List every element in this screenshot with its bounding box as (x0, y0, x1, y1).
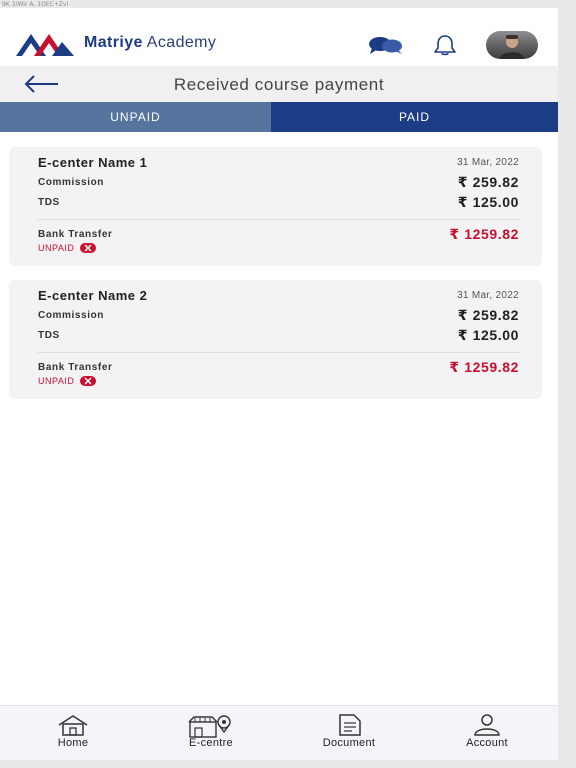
close-icon (80, 376, 96, 386)
card-divider (38, 219, 519, 220)
status-badge (38, 243, 96, 253)
app-header (0, 8, 558, 66)
tds-label: TDS (38, 197, 60, 208)
app-screen (0, 8, 558, 760)
document-icon (334, 714, 364, 736)
logo-icon (16, 30, 76, 56)
chat-icon[interactable] (368, 36, 404, 54)
total-amount: ₹ 1259.82 (449, 226, 519, 242)
ecenter-name: E-center Name 2 (38, 288, 148, 303)
tds-amount: ₹ 125.00 (457, 194, 519, 210)
tds-amount: ₹ 125.00 (457, 327, 519, 343)
home-icon (55, 714, 91, 736)
nav-ecentre[interactable] (161, 706, 261, 760)
nav-label: Home (57, 737, 89, 749)
payment-method: Bank Transfer (38, 229, 113, 240)
tab-unpaid[interactable]: UNPAID (0, 102, 271, 132)
nav-label: Account (466, 737, 508, 749)
commission-label: Commission (38, 177, 105, 188)
bottom-nav (0, 705, 558, 760)
status-text: UNPAID (38, 376, 75, 386)
payment-card[interactable] (9, 147, 542, 266)
brand-bold: Matriye (84, 34, 143, 51)
nav-label: E-centre (189, 737, 233, 749)
nav-account[interactable] (437, 706, 537, 760)
brand-rest: Academy (146, 34, 217, 51)
payment-method: Bank Transfer (38, 362, 113, 373)
payment-date: 31 Mar, 2022 (457, 157, 519, 168)
nav-home[interactable] (23, 706, 123, 760)
commission-amount: ₹ 259.82 (457, 174, 519, 190)
page-title: Received course payment (173, 75, 385, 94)
avatar[interactable] (486, 31, 538, 59)
total-amount: ₹ 1259.82 (449, 359, 519, 375)
close-icon (80, 243, 96, 253)
account-icon (472, 714, 502, 736)
status-badge (38, 376, 96, 386)
status-text: UNPAID (38, 243, 75, 253)
payment-date: 31 Mar, 2022 (457, 290, 519, 301)
status-tabs (0, 102, 558, 132)
ecenter-name: E-center Name 1 (38, 155, 148, 170)
card-divider (38, 352, 519, 353)
commission-amount: ₹ 259.82 (457, 307, 519, 323)
avatar-photo (486, 31, 538, 59)
title-bar (0, 66, 558, 102)
payment-card[interactable] (9, 280, 542, 399)
screenshot-caption: 9K 3/Wir A, 1OEC+Zvl (2, 1, 69, 8)
nav-label: Document (322, 737, 376, 749)
nav-document[interactable] (299, 706, 399, 760)
brand-name (84, 34, 216, 52)
tds-label: TDS (38, 330, 60, 341)
ecentre-icon (186, 714, 236, 738)
commission-label: Commission (38, 310, 105, 321)
bell-icon[interactable] (432, 34, 458, 56)
tab-paid[interactable]: PAID (271, 102, 558, 132)
